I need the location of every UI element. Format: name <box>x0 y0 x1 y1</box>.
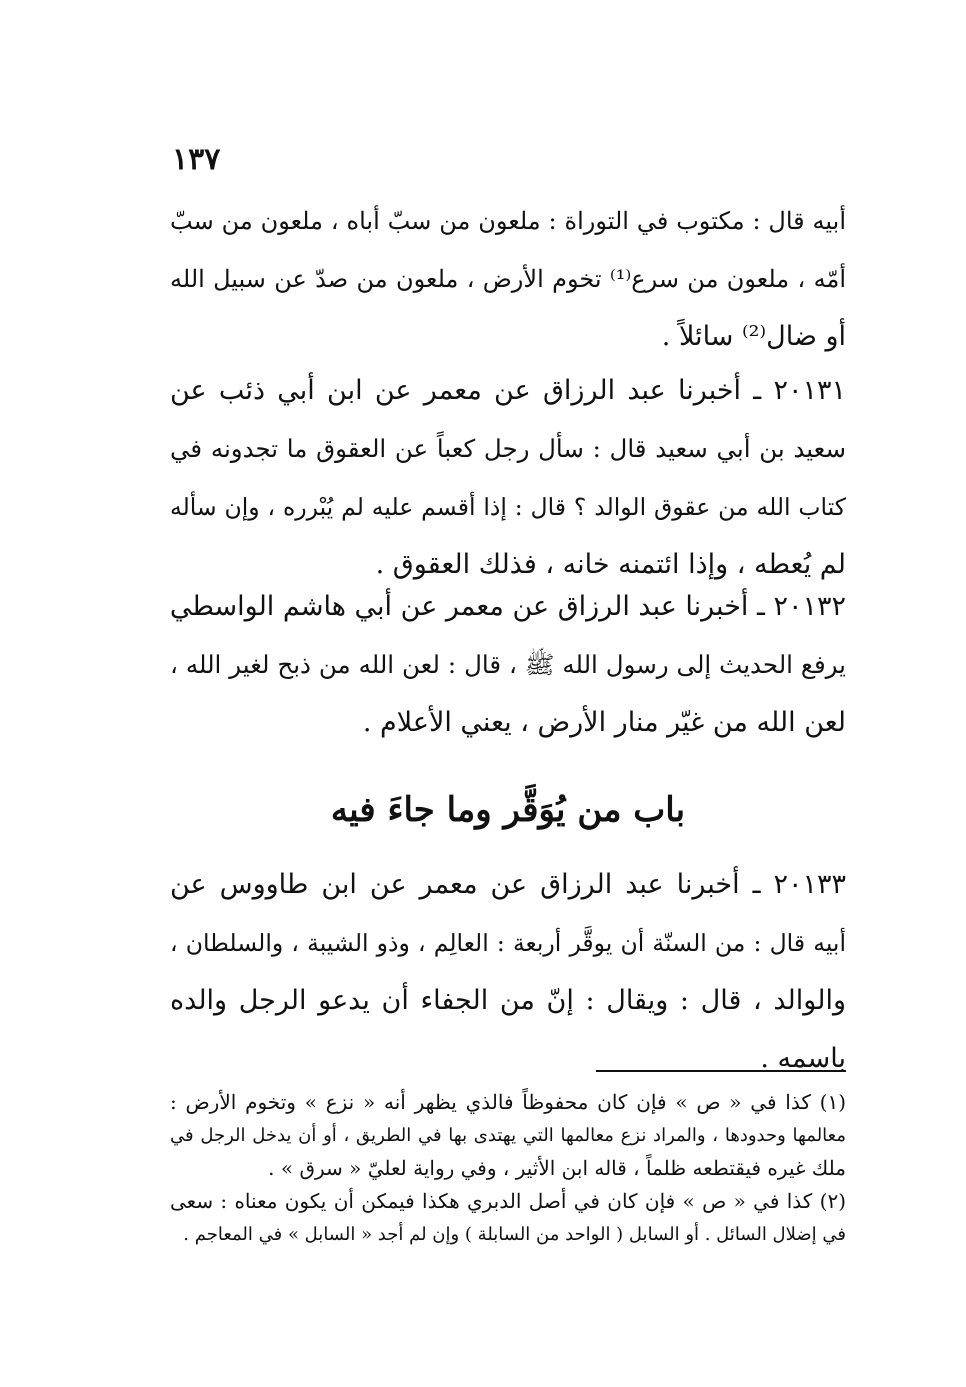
hadith-20132 <box>170 578 846 752</box>
hadith-20133 <box>170 856 846 1088</box>
text-line: أبيه قال : مكتوب في التوراة : ملعون من سبّ أباه ، ملعون من سبّ <box>170 207 846 235</box>
chapter-heading: باب من يُوَقَّر وما جاءَ فيه <box>330 790 686 830</box>
footnote-2-line: (٢) كذا في « ص » فإن كان في أصل الدبري هكذا فيمكن أن يكون معناه : سعى <box>170 1189 846 1213</box>
footnotes <box>170 1086 846 1251</box>
hadith-20131 <box>170 362 846 594</box>
text-line: يرفع الحديث إلى رسول الله ﷺ ، قال : لعن الله من ذبح لغير الله ، <box>170 650 846 679</box>
page-number: ١٣٧ <box>172 142 221 177</box>
text-line: ٢٠١٣٢ ـ أخبرنا عبد الرزاق عن معمر عن أبي هاشم الواسطي <box>169 591 846 622</box>
footnote-2-line: في إضلال السائل . أو السابل ( الواحد من السابلة ) وإن لم أجد « السابل » في المعاجم . <box>183 1224 846 1245</box>
text-line: باسمه . <box>760 1043 846 1074</box>
text-line: والوالد ، قال : ويقال : إنّ من الجفاء أن يدعو الرجل والده <box>170 985 846 1016</box>
text-line: لم يُعطه ، وإذا ائتمنه خانه ، فذلك العقوق . <box>375 549 846 580</box>
text-line: لعن الله من غيّر منار الأرض ، يعني الأعلام . <box>362 707 846 738</box>
footnote-1-line: معالمها وحدودها ، والمراد نزع معالمها التي يهتدى بها في الطريق ، أو أن يدخل الرجل في <box>170 1125 846 1146</box>
text-line: كتاب الله من عقوق الوالد ؟ قال : إذا أقسم عليه لم يُبْرره ، وإن سأله <box>170 493 846 521</box>
text-line: أو ضال⁽²⁾ سائلاً . <box>661 321 846 352</box>
text-line: أبيه قال : من السنّة أن يوقَّر أربعة : العالِم ، وذو الشيبة ، والسلطان ، <box>170 929 846 957</box>
text-line: ٢٠١٣٣ ـ أخبرنا عبد الرزاق عن معمر عن ابن طاووس عن <box>170 869 846 900</box>
text-line: أمّه ، ملعون من سرع⁽¹⁾ تخوم الأرض ، ملعون من صدّ عن سبيل الله <box>170 265 846 293</box>
text-line: سعيد بن أبي سعيد قال : سأل رجل كعباً عن العقوق ما تجدونه في <box>170 434 846 463</box>
text-line: ٢٠١٣١ ـ أخبرنا عبد الرزاق عن معمر عن ابن أبي ذئب عن <box>170 375 846 406</box>
paragraph-continuation <box>170 192 846 366</box>
footnote-1-line: (١) كذا في « ص » فإن كان محفوظاً فالذي يظهر أنه « نزع » وتخوم الأرض : <box>170 1090 846 1114</box>
footnote-separator <box>596 1070 846 1072</box>
footnote-1-line: ملك غيره فيقتطعه ظلماً ، قاله ابن الأثير ، وفي رواية لعليّ « سرق » . <box>268 1156 846 1180</box>
